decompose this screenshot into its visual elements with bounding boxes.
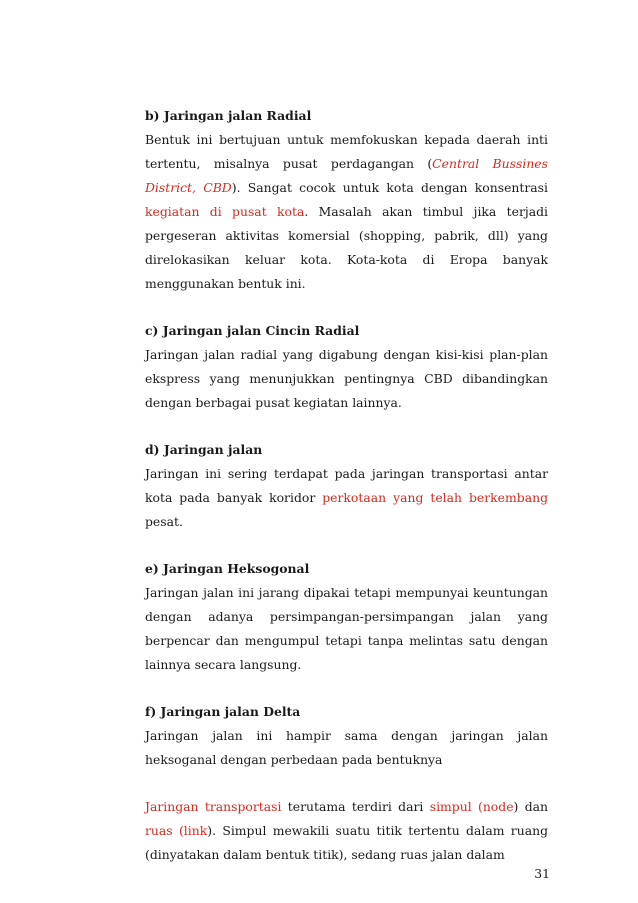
text-run: ). Sangat cocok untuk kota dengan konsentrasi (231, 180, 548, 195)
text-run: ) dan (513, 799, 548, 814)
text-run: terutama terdiri dari (281, 799, 430, 814)
section-gap (145, 772, 548, 795)
section-paragraph-radial (145, 128, 548, 296)
text-run: . Masalah akan timbul jika terjadi pergeseran aktivitas komersial (shopping, pabrik, dll) yang direlokasikan keluar kota. Kota-kota di Eropa banyak menggunakan bentuk ini. (145, 204, 548, 291)
highlighted-term: Central Bussines District, CBD (145, 156, 548, 195)
section-gap (145, 415, 548, 438)
highlighted-term: Jaringan transportasi (145, 799, 282, 814)
page-content (145, 104, 548, 867)
text-run: pesat. (145, 514, 183, 529)
section-gap (145, 534, 548, 557)
text-run: ). Simpul mewakili suatu titik tertentu dalam ruang (dinyatakan dalam bentuk titik), sedang ruas jalan dalam (145, 823, 549, 862)
highlighted-term: ruas (link (145, 823, 208, 838)
closing-paragraph (145, 795, 548, 867)
text-run: Bentuk ini bertujuan untuk memfokuskan kepada daerah inti tertentu, misalnya pusat perdagangan ( (145, 132, 548, 171)
section-heading-cincin-radial: c) Jaringan jalan Cincin Radial (145, 323, 360, 338)
section-paragraph-cincin-radial: Jaringan jalan radial yang digabung dengan kisi-kisi plan-plan ekspress yang menunjukkan pentingnya CBD dibandingkan dengan berbagai pusat kegiatan lainnya. (145, 347, 548, 410)
section-heading-delta: f) Jaringan jalan Delta (145, 704, 301, 719)
section-paragraph-delta: Jaringan jalan ini hampir sama dengan jaringan jalan heksoganal dengan perbedaan pada bentuknya (145, 728, 548, 767)
section-heading-heksogonal: e) Jaringan Heksogonal (145, 561, 310, 576)
section-gap (145, 296, 548, 319)
highlighted-term: perkotaan yang telah berkembang (322, 490, 548, 505)
highlighted-term: kegiatan di pusat kota (145, 204, 305, 219)
highlighted-term: simpul (node (429, 799, 514, 814)
section-paragraph-jalan (145, 462, 548, 534)
section-heading-radial: b) Jaringan jalan Radial (145, 108, 312, 123)
section-paragraph-heksogonal: Jaringan jalan ini jarang dipakai tetapi mempunyai keuntungan dengan adanya persimpangan-persimpangan jalan yang berpencar dan mengumpul tetapi tanpa melintas satu dengan lainnya secara langsung. (145, 585, 548, 672)
section-gap (145, 677, 548, 700)
text-run: Jaringan ini sering terdapat pada jaringan transportasi antar kota pada banyak koridor (145, 466, 548, 505)
page-number: 31 (534, 866, 550, 881)
section-heading-jalan: d) Jaringan jalan (145, 442, 263, 457)
